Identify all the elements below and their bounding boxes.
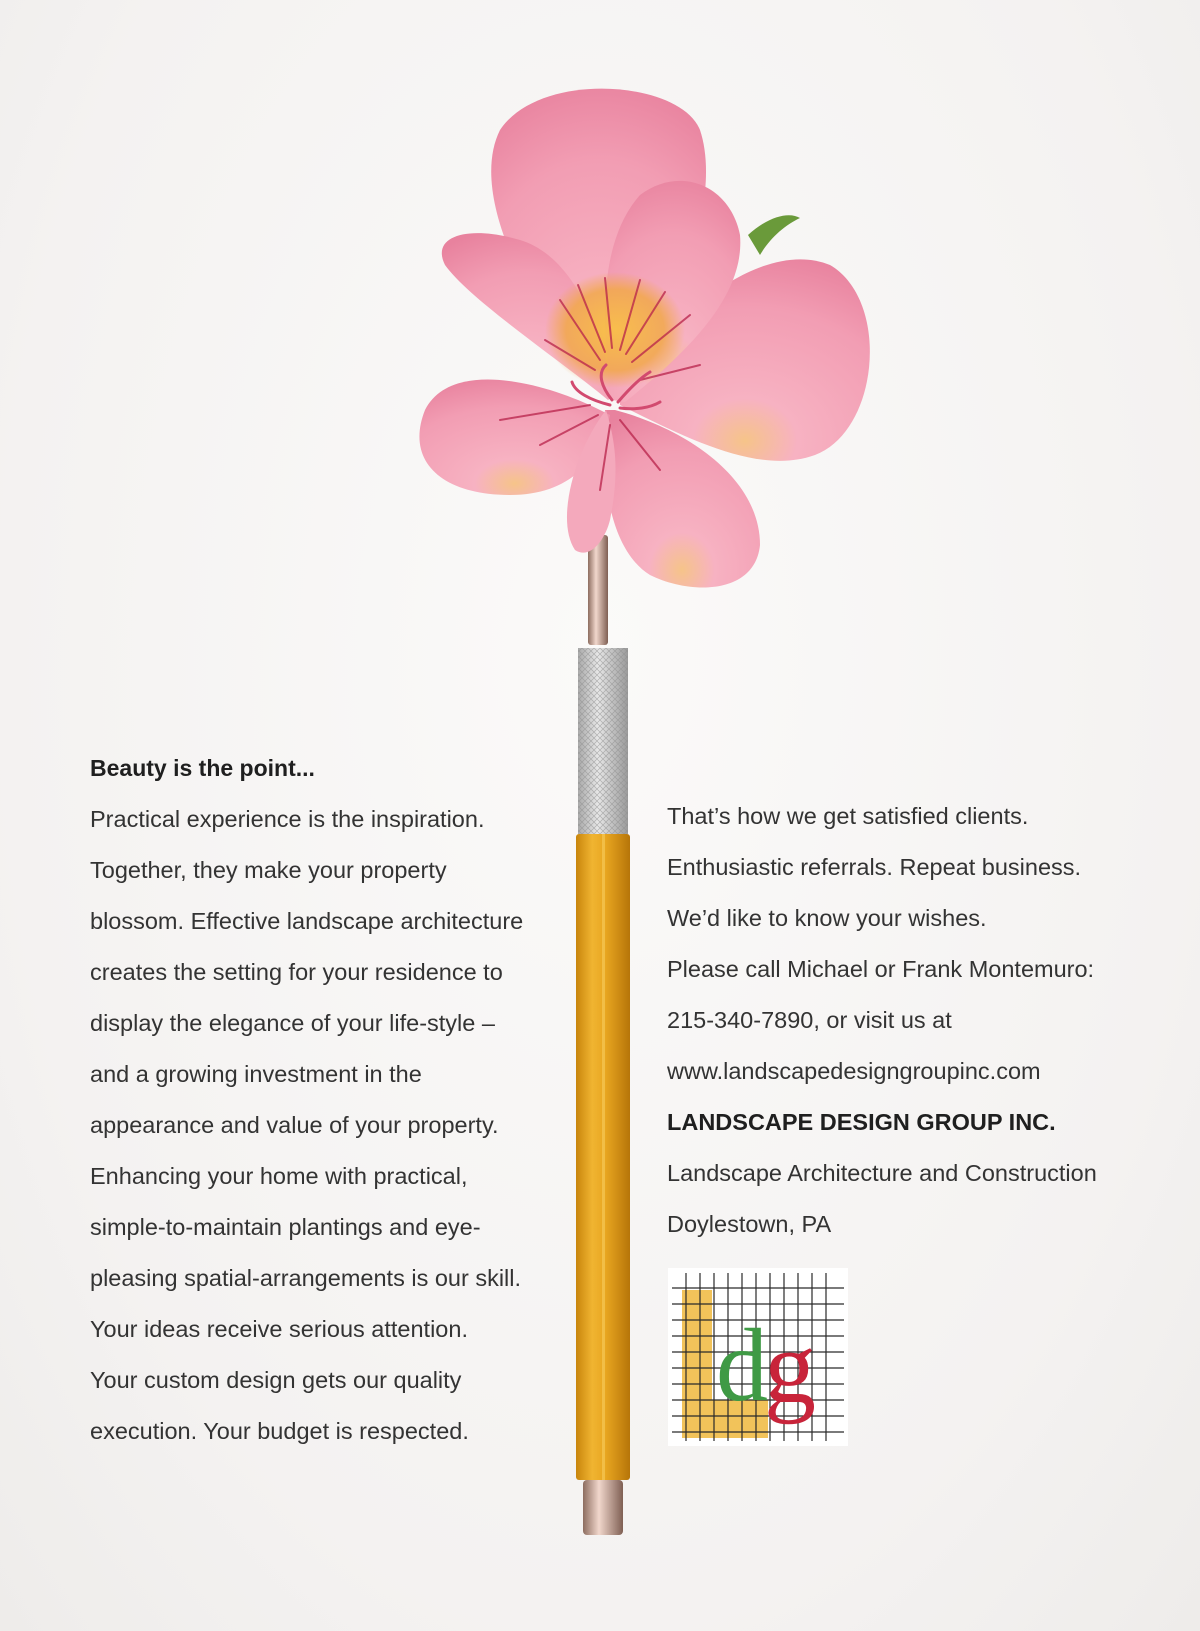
pencil-tip <box>588 535 608 645</box>
logo-g-letter: g <box>764 1310 816 1425</box>
body-line: blossom. Effective landscape architecture <box>90 908 524 934</box>
body-line: execution. Your budget is respected. <box>90 1418 469 1444</box>
body-line: Enthusiastic referrals. Repeat business. <box>667 854 1082 880</box>
flower-center <box>545 272 685 388</box>
body-line: Together, they make your property <box>90 857 447 883</box>
right-text-column <box>667 791 1167 1250</box>
logo-d-letter: d <box>716 1308 768 1423</box>
body-line: pleasing spatial-arrangements is our skill. <box>90 1265 522 1291</box>
body-line: Your ideas receive serious attention. <box>90 1316 468 1342</box>
phone-line: 215-340-7890, or visit us at <box>667 1007 952 1033</box>
company-tagline: Landscape Architecture and Construction <box>667 1160 1097 1186</box>
website-link[interactable]: www.landscapedesigngroupinc.com <box>667 1058 1041 1084</box>
ldg-logo <box>668 1268 848 1446</box>
body-line: We’d like to know your wishes. <box>667 905 987 931</box>
body-line: That’s how we get satisfied clients. <box>667 803 1029 829</box>
left-text-column <box>90 743 570 1457</box>
body-line: Your custom design gets our quality <box>90 1367 462 1393</box>
body-line: display the elegance of your life-style – <box>90 1010 495 1036</box>
flower <box>419 89 869 588</box>
flower-sepal <box>748 215 800 255</box>
body-line: creates the setting for your residence to <box>90 959 503 985</box>
body-line: Enhancing your home with practical, <box>90 1163 468 1189</box>
company-location: Doylestown, PA <box>667 1211 832 1237</box>
pencil <box>576 535 630 1535</box>
body-line: and a growing investment in the <box>90 1061 422 1087</box>
company-name: LANDSCAPE DESIGN GROUP INC. <box>667 1109 1056 1135</box>
contact-line: Please call Michael or Frank Montemuro: <box>667 956 1095 982</box>
body-line: Practical experience is the inspiration. <box>90 806 485 832</box>
body-line: appearance and value of your property. <box>90 1112 499 1138</box>
pencil-end <box>583 1480 623 1535</box>
ad-heading: Beauty is the point... <box>90 755 315 781</box>
body-line: simple-to-maintain plantings and eye- <box>90 1214 481 1240</box>
